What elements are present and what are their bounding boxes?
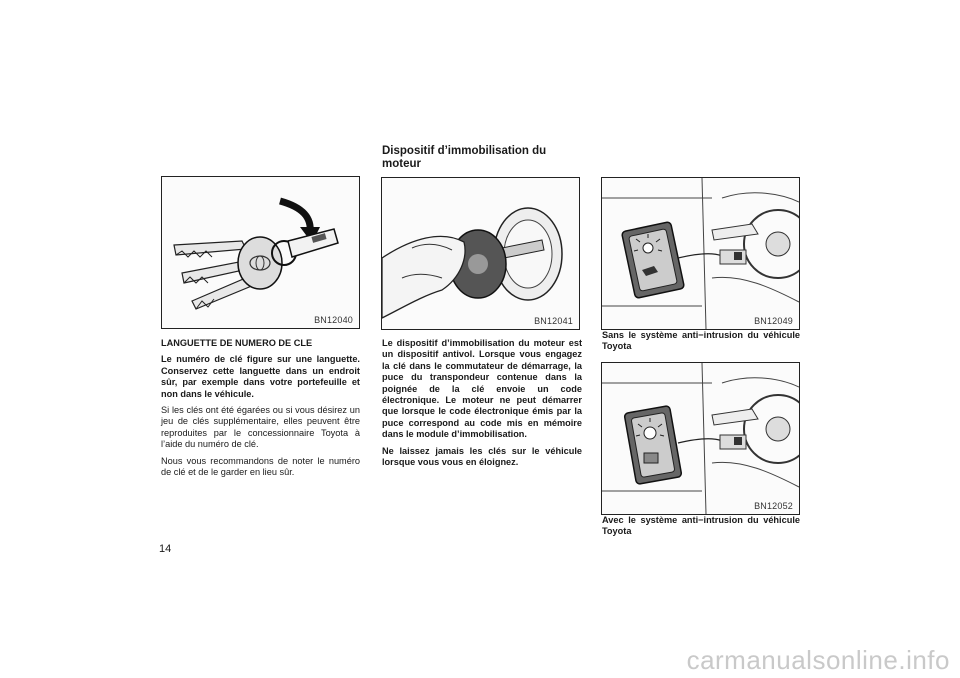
key-tag-illustration — [162, 177, 359, 328]
figure-keys — [161, 176, 360, 329]
security-indicator-illustration — [602, 363, 799, 514]
section-heading: Dispositif d’immobilisation du moteur — [382, 145, 547, 170]
figure-code: BN12049 — [754, 316, 793, 326]
figure-code: BN12041 — [534, 316, 573, 326]
key-tag-title: LANGUETTE DE NUMERO DE CLE — [161, 338, 313, 348]
key-in-ignition-illustration — [382, 178, 579, 329]
security-indicator-illustration — [602, 178, 799, 329]
paragraph: Le dispositif d’immobilisation du moteur est un dispositif antivol. Lorsque vous engagez la clé dans le commutateur de démarrage, la puce du transpondeur contenue dans la poignée de la clé envoie un code électronique. Le moteur ne peut démarrer que lorsque le code électronique émis par la puce correspond au code mis en mémoire dans le module d’immobilisation. — [382, 338, 582, 440]
left-column — [161, 338, 360, 483]
page-number: 14 — [159, 543, 172, 555]
figure-without-alarm — [601, 177, 800, 330]
figure-code: BN12040 — [314, 315, 353, 325]
figure-with-alarm — [601, 362, 800, 515]
middle-column — [382, 338, 582, 473]
paragraph: Le numéro de clé figure sur une languette. Conservez cette languette dans un endroit sûr, par exemple dans votre portefeuille et non dans le véhicule. — [161, 354, 360, 399]
paragraph: Ne laissez jamais les clés sur le véhicule lorsque vous vous en éloignez. — [382, 445, 582, 468]
caption-with-alarm: Avec le système anti−intrusion du véhicule Toyota — [602, 515, 800, 537]
figure-immobilizer — [381, 177, 580, 330]
watermark: carmanualsonline.info — [686, 645, 950, 675]
paragraph: Si les clés ont été égarées ou si vous désirez un jeu de clés supplémentaire, elles peuvent être reproduites par le concessionnaire Toyota à l’aide du numéro de clé. — [161, 405, 360, 450]
paragraph: Nous vous recommandons de noter le numéro de clé et de le garder en lieu sûr. — [161, 455, 360, 478]
figure-code: BN12052 — [754, 501, 793, 511]
caption-without-alarm: Sans le système anti−intrusion du véhicule Toyota — [602, 330, 800, 352]
